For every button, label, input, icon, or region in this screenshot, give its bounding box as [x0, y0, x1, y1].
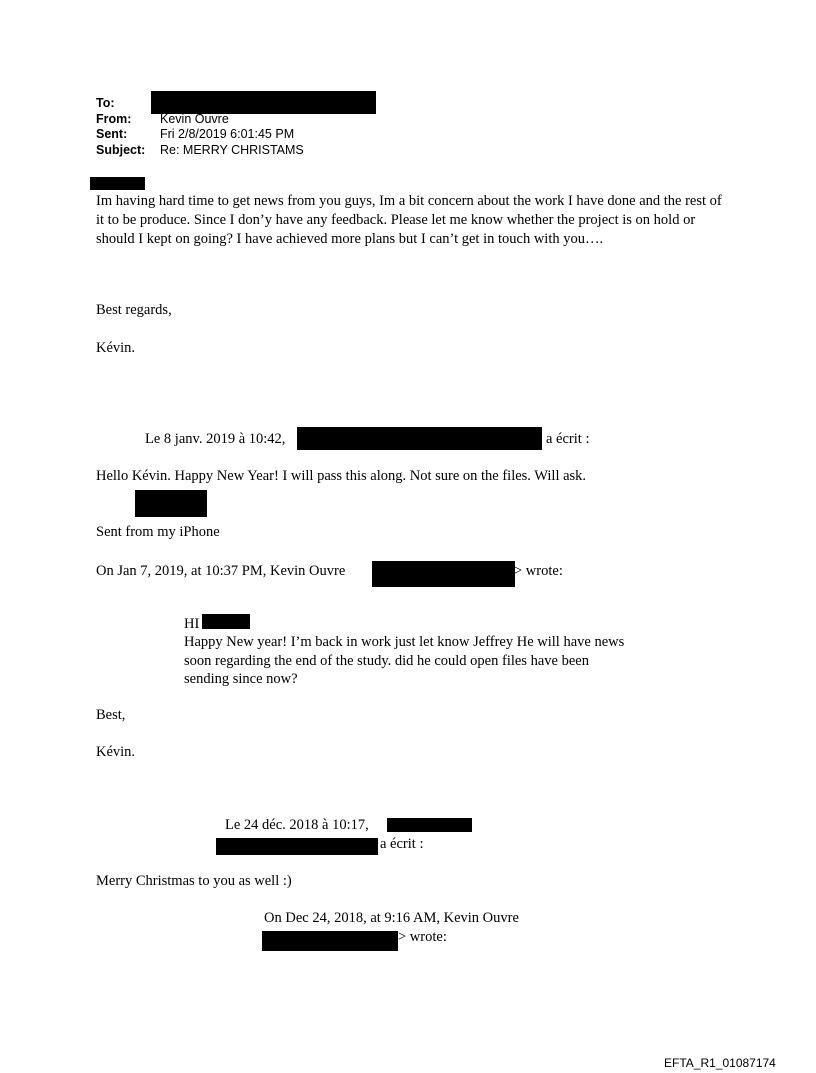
quote-body: Merry Christmas to you as well :) [96, 873, 292, 889]
quote-intro: Le 8 janv. 2019 à 10:42, [145, 431, 286, 447]
closing-text: Best, [96, 707, 126, 723]
redaction-block [262, 931, 398, 951]
redaction-block [90, 177, 145, 190]
from-label: From: [96, 112, 132, 126]
redaction-block [216, 838, 378, 855]
quote-intro-end: > wrote: [398, 929, 447, 945]
document-id: EFTA_R1_01087174 [664, 1056, 776, 1070]
message-body: Im having hard time to get news from you guys, Im a bit concern about the work I have done and the rest of it to be produce. Since I don’y have any feedback. Please let me know whether the project is on hold or should I kept on going? I have achieved more plans but I can’t get in touch with you…. [96, 193, 722, 247]
redaction-block [387, 818, 472, 832]
subject-label: Subject: [96, 143, 146, 157]
redaction-block [297, 427, 542, 450]
from-value: Kevin Ouvre [160, 112, 229, 126]
sent-value: Fri 2/8/2019 6:01:45 PM [160, 127, 295, 141]
quote-intro: On Jan 7, 2019, at 10:37 PM, Kevin Ouvre [96, 563, 346, 579]
redaction-block [202, 614, 250, 629]
greeting-text: HI [184, 616, 200, 632]
redaction-block [372, 561, 515, 587]
signature-text: Kévin. [96, 744, 136, 760]
redaction-block [151, 91, 376, 114]
signature-text: Kévin. [96, 340, 136, 356]
subject-value: Re: MERRY CHRISTAMS [160, 143, 304, 157]
quote-body: Happy New year! I’m back in work just let know Jeffrey He will have news soon regarding the end of the study. did he could open files have been sending since now? [184, 634, 625, 687]
quote-intro-end: > wrote: [514, 563, 563, 579]
sent-from-text: Sent from my iPhone [96, 524, 220, 540]
quote-intro: Le 24 déc. 2018 à 10:17, [225, 817, 369, 833]
sent-label: Sent: [96, 127, 128, 141]
closing-text: Best regards, [96, 302, 172, 318]
quote-intro-end: a écrit : [546, 431, 590, 447]
redaction-block [135, 490, 207, 517]
to-label: To: [96, 96, 115, 110]
quote-body: Hello Kévin. Happy New Year! I will pass this along. Not sure on the files. Will ask. [96, 468, 587, 484]
quote-intro: On Dec 24, 2018, at 9:16 AM, Kevin Ouvre [264, 910, 519, 926]
quote-intro-end: a écrit : [380, 836, 424, 852]
